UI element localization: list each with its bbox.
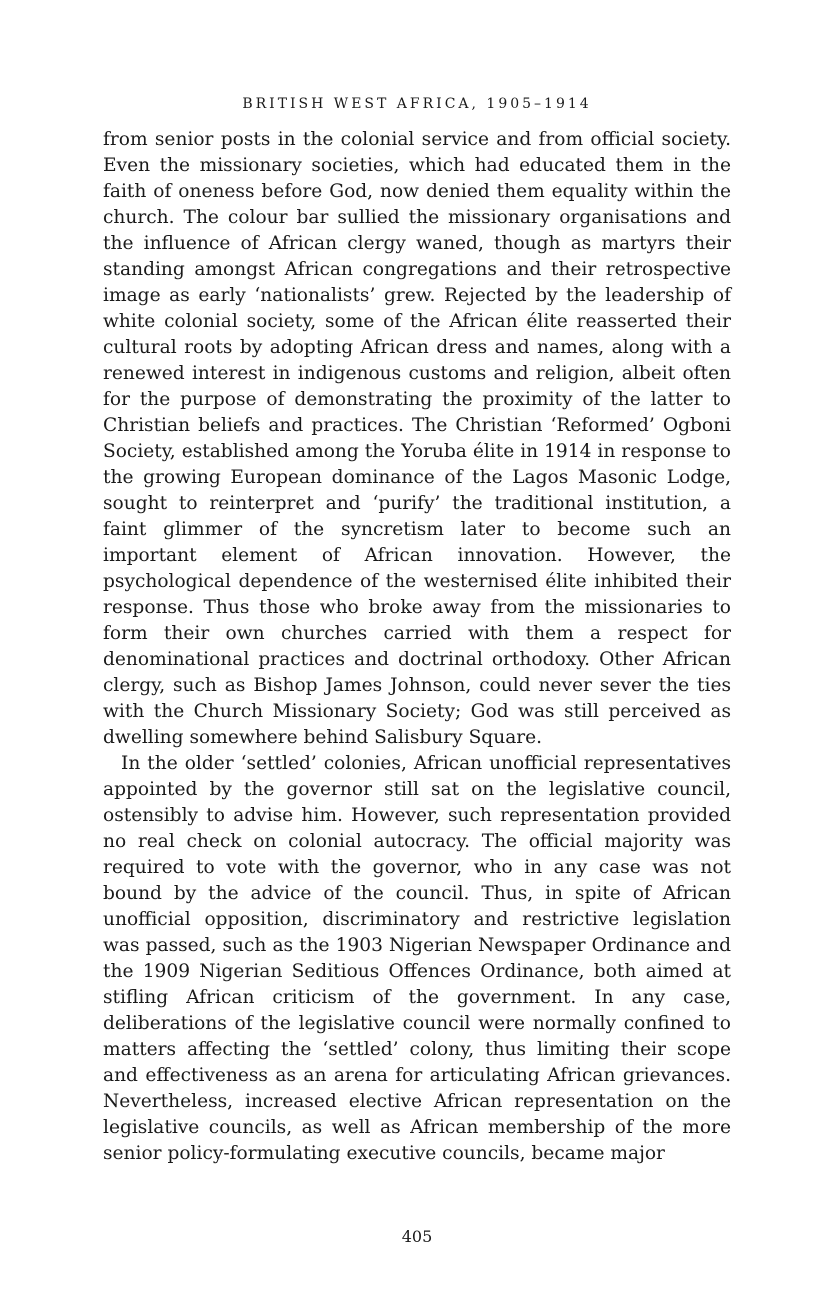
paragraph: In the older ‘settled’ colonies, African unofficial representatives appointed by the governor still sat on the legislative council, ostensibly to advise him. However, such representation provided no real check on colonial autocracy. The official majority was required to vote with the governor, who in any case was not bound by the advice of the council. Thus, in spite of African unofficial opposition, discriminatory and restrictive legislation was passed, such as the 1903 Nigerian Newspaper Ordinance and the 1909 Nigerian Seditious Offences Ordinance, both aimed at stifling African criticism of the government. In any case, deliberations of the legislative council were normally confined to matters affecting the ‘settled’ colony, thus limiting their scope and effectiveness as an arena for articulating African grievances. Nevertheless, increased elective African representation on the legislative councils, as well as African membership of the more senior policy-formulating executive councils, became major: [103, 753, 731, 1164]
running-head: BRITISH WEST AFRICA, 1905–1914: [242, 96, 592, 112]
page-number: 405: [401, 1227, 433, 1246]
paragraph: from senior posts in the colonial service and from official society. Even the missionary societies, which had educated them in the faith of oneness before God, now denied them equality within the church. The colour bar sullied the missionary organisations and the influence of African clergy waned, though as martyrs their standing amongst African congregations and their retrospective image as early ‘nationalists’ grew. Rejected by the leadership of white colonial society, some of the African élite reasserted their cultural roots by adopting African dress and names, along with a renewed interest in indigenous customs and religion, albeit often for the purpose of demonstrating the proximity of the latter to Christian beliefs and practices. The Christian ‘Reformed’ Ogboni Society, established among the Yoruba élite in 1914 in response to the growing European dominance of the Lagos Masonic Lodge, sought to reinterpret and ‘purify’ the traditional institution, a faint glimmer of the syncretism later to become such an important element of African innovation. However, the psychological dependence of the westernised élite inhibited their response. Thus those who broke away from the missionaries to form their own churches carried with them a respect for denominational practices and doctrinal orthodoxy. Other African clergy, such as Bishop James Johnson, could never sever the ties with the Church Missionary Society; God was still perceived as dwelling somewhere behind Salisbury Square.: [103, 129, 731, 748]
body-text: [103, 127, 731, 1167]
book-page: [103, 94, 731, 1274]
